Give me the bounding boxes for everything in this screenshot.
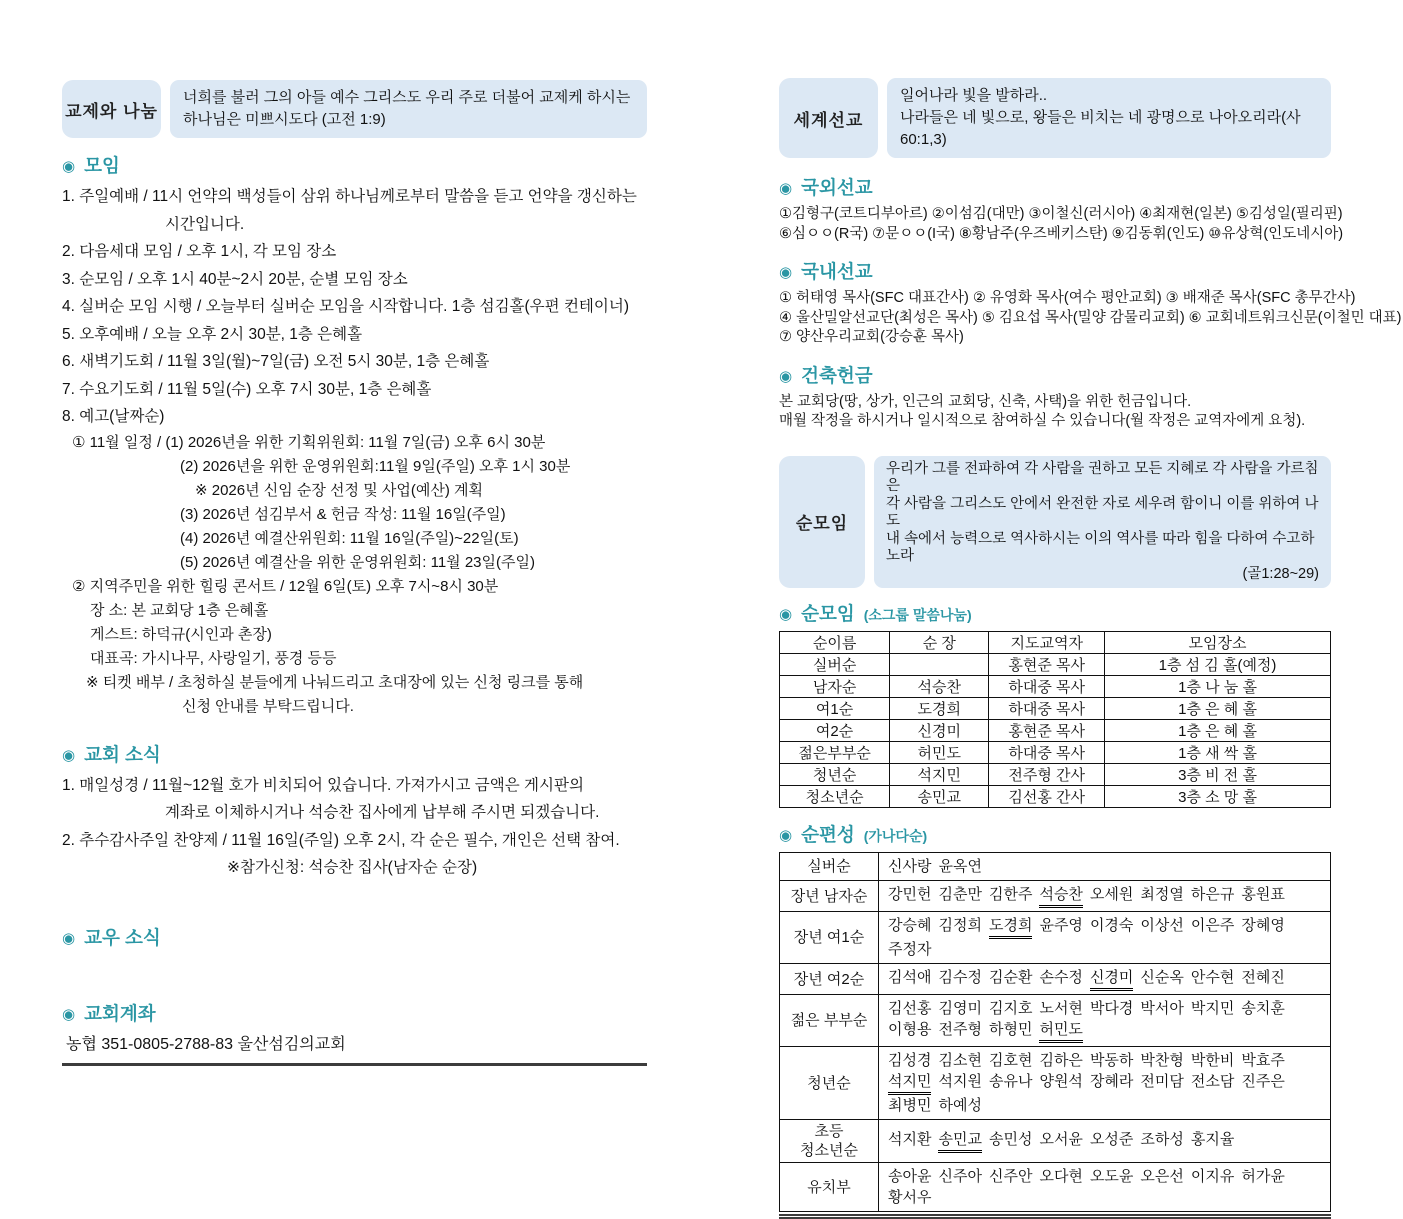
roster-members-cell [879,881,1331,912]
section-title: 국외선교 [801,177,873,198]
section-title: 교회계좌 [84,1002,156,1024]
member-name: 주정자 [888,941,932,958]
table-cell: 1층 은 혜 홀 [1105,720,1331,742]
section-title: 교우 소식 [84,926,161,948]
member-name: 오다현 [1039,1168,1083,1185]
roster-members-cell [879,853,1331,881]
table-cell: 남자순 [780,676,890,698]
member-name: 김정희 [938,917,982,934]
member-name: 김수정 [938,969,982,986]
member-name: 박찬형 [1140,1052,1184,1069]
notice-line: 게스트: 하덕규(시인과 촌장) [90,625,272,643]
roster-row [780,1047,1331,1120]
table-cell: 1층 섬 김 홀(예정) [1105,654,1331,676]
member-name: 박서아 [1140,1000,1184,1017]
notice-line: 대표곡: 가시나무, 사랑일기, 풍경 등등 [90,649,337,667]
building-line: 본 교회당(땅, 상가, 인근의 교회당, 신축, 사택)을 위한 헌금입니다. [779,393,1192,410]
notice-line: 장 소: 본 교회당 1층 은혜홀 [90,601,269,619]
table-cell: 여2순 [780,720,890,742]
table-cell: 신경미 [890,720,989,742]
member-name: 장혜라 [1089,1073,1134,1090]
column-header: 순 장 [890,632,989,654]
section-title: 모임 [84,155,120,176]
world-mission-banner [779,78,1331,158]
verse-reference: (골1:28~29) [1242,565,1319,582]
section-title: 순모임 [801,603,855,624]
meeting-line: 2. 다음세대 모임 / 오후 1시, 각 모임 장소 [62,243,337,260]
member-name: 이상선 [1140,917,1184,934]
verse-line: 나라들은 네 빛으로, 왕들은 비치는 네 광명으로 나아오리라(사60:1,3) [900,109,1301,148]
member-name: 이은주 [1190,917,1235,934]
notice-line: (4) 2026년 예결산위원회: 11월 16일(주일)~22일(토) [180,529,519,547]
fellowship-verse: 너희를 불러 그의 아들 예수 그리스도 우리 주로 더불어 교제케 하시는 하나님은 미쁘시도다 (고전 1:9) [170,80,647,138]
table-cell: 석지민 [890,764,989,786]
member-name: 송민성 [988,1131,1033,1148]
member-name: 장혜영 [1241,917,1285,934]
meeting-line: 6. 새벽기도회 / 11월 3일(월)~7일(금) 오전 5시 30분, 1층 은혜홀 [62,353,490,370]
meeting-line: 시간입니다. [165,215,245,233]
member-name: 윤주영 [1039,917,1083,934]
member-name: 신주아 [938,1168,982,1185]
member-name: 이지유 [1190,1168,1235,1185]
member-name: 박한비 [1190,1052,1235,1069]
section-soon-table-header [779,600,1331,626]
section-bullet-icon: ◉ [779,606,793,623]
table-cell: 3층 소 망 홀 [1105,786,1331,808]
verse-line: 일어나라 빛을 발하라.. [900,87,1048,104]
section-bullet-icon: ◉ [779,827,793,844]
table-row [780,764,1331,786]
roster-group-label: 청년순 [780,1047,879,1120]
roster-group-label: 유치부 [780,1163,879,1212]
domestic-line: ⑦ 양산우리교회(강승훈 목사) [779,329,964,345]
member-name: 최정열 [1140,886,1184,903]
member-name: 하형민 [988,1021,1033,1038]
column-header: 순이름 [780,632,890,654]
member-name: 진주은 [1241,1073,1285,1090]
verse-line: 각 사람을 그리스도 안에서 완전한 자로 세우려 함이니 이를 위하여 나도 [886,495,1319,529]
leader-name: 허민도 [1039,1019,1082,1043]
member-name: 하은규 [1190,886,1235,903]
column-header: 지도교역자 [989,632,1105,654]
roster-row [780,995,1331,1047]
news-line: ※참가신청: 석승찬 집사(남자순 순장) [227,859,478,876]
soon-meeting-verse [874,456,1331,589]
soon-meeting-banner [779,456,1331,589]
domestic-line: ① 허태영 목사(SFC 대표간사) ② 유영화 목사(여수 평안교회) ③ 배재준 목사(SFC 총무간사) [779,290,1356,306]
soon-meeting-badge: 순모임 [779,456,865,589]
overseas-line: ①김형구(코트디부아르) ②이섬김(대만) ③이철신(러시아) ④최재현(일본) ⑤김성일(필리핀) [779,206,1343,222]
table-cell: 홍현준 목사 [989,720,1105,742]
news-line: 계좌로 이체하시거나 석승찬 집사에게 납부해 주시면 되겠습니다. [165,804,600,821]
roster-row [780,853,1331,881]
member-name: 김영미 [938,1000,982,1017]
roster-group-label: 장년 여1순 [780,912,879,964]
table-cell: 여1순 [780,698,890,720]
table-cell: 1층 새 싹 홀 [1105,742,1331,764]
right-column [779,0,1402,1219]
table-cell: 청년순 [780,764,890,786]
section-meeting-header [62,152,647,178]
member-name: 홍지율 [1190,1131,1235,1148]
section-bullet-icon: ◉ [62,1005,76,1023]
member-name: 황서우 [888,1189,932,1206]
column-header: 모임장소 [1105,632,1331,654]
member-name: 신사랑 [888,858,932,875]
news-line: 2. 추수감사주일 찬양제 / 11월 16일(주일) 오후 2시, 각 순은 필수, 개인은 선택 참여. [62,831,620,849]
section-church-news-header [62,741,647,767]
member-name: 조하성 [1140,1131,1184,1148]
meeting-line: 1. 주일예배 / 11시 언약의 백성들이 삼위 하나님께로부터 말씀을 듣고 언약을 갱신하는 [62,188,637,205]
meeting-line: 5. 오후예배 / 오늘 오후 2시 30분, 1층 은혜홀 [62,325,363,343]
leader-name: 신경미 [1090,967,1133,991]
member-name: 오은선 [1140,1168,1184,1185]
section-roster-header [779,821,1331,847]
member-name: 김소현 [938,1052,982,1069]
roster-group-label: 장년 남자순 [780,881,879,912]
table-cell: 홍현준 목사 [989,654,1105,676]
roster-members-cell [879,1163,1331,1212]
overseas-line: ⑥심ㅇㅇ(R국) ⑦문ㅇㅇ(I국) ⑧황남주(우즈베키스탄) ⑨김동휘(인도) ⑩유상혁(인도네시아) [779,225,1344,242]
table-cell [890,654,989,676]
roster-group-label: 초등 청소년순 [780,1120,879,1163]
member-name: 양원석 [1039,1073,1083,1090]
table-cell: 청소년순 [780,786,890,808]
table-cell: 1층 은 혜 홀 [1105,698,1331,720]
member-name: 박지민 [1190,1000,1235,1017]
member-name: 전소담 [1190,1073,1235,1090]
member-name: 오세원 [1089,886,1134,903]
member-name: 석지원 [938,1073,982,1090]
member-name: 박효주 [1241,1052,1285,1069]
domestic-line: ④ 울산밀알선교단(최성은 목사) ⑤ 김요섭 목사(밀양 감물리교회) ⑥ 교회네트워크신문(이철민 대표) [779,309,1402,326]
table-cell: 하대중 목사 [989,676,1105,698]
member-name: 안수현 [1190,969,1235,986]
member-name: 김지호 [988,1000,1033,1017]
left-column [62,0,647,1066]
leader-name: 석승찬 [1039,884,1082,908]
member-name: 송아윤 [888,1168,932,1185]
page-bottom-rule [779,1214,1331,1219]
world-mission-verse [887,78,1331,158]
member-name: 하예성 [938,1097,982,1114]
member-name: 송치훈 [1241,1000,1285,1017]
table-row [780,786,1331,808]
table-cell: 송민교 [890,786,989,808]
verse-line: 우리가 그를 전파하여 각 사람을 권하고 모든 지혜로 각 사람을 가르침은 [886,460,1319,494]
table-cell: 젊은부부순 [780,742,890,764]
section-bullet-icon: ◉ [779,264,793,281]
roster-members-cell [879,912,1331,964]
section-building-header [779,362,1331,388]
roster-members-cell [879,1047,1331,1120]
section-bullet-icon: ◉ [62,746,76,764]
member-name: 박다경 [1089,1000,1134,1017]
fellowship-badge: 교제와 나눔 [62,80,161,138]
section-bullet-icon: ◉ [779,180,793,197]
notice-line: (3) 2026년 섬김부서 & 헌금 작성: 11월 16일(주일) [180,505,506,523]
section-subtitle: (소그룹 말씀나눔) [863,607,972,623]
building-line: 매월 작정을 하시거나 일시적으로 참여하실 수 있습니다(월 작정은 교역자에게 요청). [779,413,1306,429]
member-name: 김한주 [988,886,1033,903]
member-name: 전주형 [938,1021,982,1038]
meeting-line: 3. 순모임 / 오후 1시 40분~2시 20분, 순별 모임 장소 [62,270,408,288]
section-title: 순편성 [801,824,855,845]
notice-line: ② 지역주민을 위한 힐링 콘서트 / 12월 6일(토) 오후 7시~8시 30분 [72,577,499,595]
roster-row [780,1120,1331,1163]
table-row [780,720,1331,742]
section-bullet-icon: ◉ [62,158,76,175]
roster-members-cell [879,1120,1331,1163]
fellowship-banner [62,80,647,138]
table-row [780,676,1331,698]
member-name: 김선홍 [888,1000,932,1017]
roster-table [779,852,1331,1212]
section-bullet-icon: ◉ [62,929,76,947]
roster-row [780,881,1331,912]
member-name: 신순옥 [1140,969,1184,986]
leader-name: 송민교 [938,1129,981,1153]
section-domestic-header [779,258,1331,284]
table-cell: 1층 나 눔 홀 [1105,676,1331,698]
notice-line: (2) 2026년을 위한 운영위원회:11월 9일(주일) 오후 1시 30분 [180,457,571,475]
member-name: 오도윤 [1089,1168,1134,1185]
member-name: 김순환 [988,969,1033,986]
section-bullet-icon: ◉ [779,367,793,385]
roster-group-label: 장년 여2순 [780,964,879,995]
verse-line: 내 속에서 능력으로 역사하시는 이의 역사를 따라 힘을 다하여 수고하노라 [886,530,1315,564]
table-cell: 실버순 [780,654,890,676]
table-header-row [780,632,1331,654]
notice-line: ※ 2026년 신임 순장 선정 및 사업(예산) 계획 [195,481,483,499]
meeting-line: 7. 수요기도회 / 11월 5일(수) 오후 7시 30분, 1층 은혜홀 [62,380,432,398]
member-name: 신주안 [988,1168,1033,1185]
member-name: 윤옥연 [938,858,982,875]
table-cell: 도경희 [890,698,989,720]
roster-group-label: 실버순 [780,853,879,881]
member-name: 김호현 [988,1052,1033,1069]
member-name: 김춘만 [938,886,982,903]
church-account-number: 농협 351-0805-2788-83 울산섬김의교회 [62,1031,647,1066]
member-name: 이경숙 [1089,917,1134,934]
member-name: 홍원표 [1241,886,1285,903]
section-subtitle: (가나다순) [863,828,928,844]
meeting-line: 8. 예고(날짜순) [62,408,165,425]
roster-row [780,912,1331,964]
member-name: 오성준 [1089,1131,1134,1148]
section-title: 건축헌금 [801,364,873,386]
section-member-news-header [62,924,647,950]
table-cell: 3층 비 전 홀 [1105,764,1331,786]
member-name: 강승혜 [888,917,932,934]
section-account-header [62,1000,647,1026]
roster-members-cell [879,995,1331,1047]
member-name: 노서현 [1039,1000,1083,1017]
member-name: 김하은 [1039,1052,1083,1069]
member-name: 송유나 [988,1073,1033,1090]
member-name: 최병민 [888,1097,932,1114]
section-title: 교회 소식 [84,743,161,765]
table-cell: 허민도 [890,742,989,764]
table-row [780,742,1331,764]
section-title: 국내선교 [801,261,873,282]
member-name: 허가윤 [1241,1168,1285,1185]
notice-line: 신청 안내를 부탁드립니다. [182,697,354,715]
member-name: 김성경 [888,1052,932,1069]
member-name: 강민헌 [888,886,932,903]
section-overseas-header [779,174,1331,200]
member-name: 석지환 [888,1131,932,1148]
table-cell: 하대중 목사 [989,698,1105,720]
table-cell: 석승찬 [890,676,989,698]
table-cell: 전주형 간사 [989,764,1105,786]
world-mission-badge: 세계선교 [779,78,878,158]
table-row [780,698,1331,720]
roster-row [780,1163,1331,1212]
member-name: 손수정 [1039,969,1083,986]
table-row [780,654,1331,676]
member-name: 김석애 [888,969,932,986]
news-line: 1. 매일성경 / 11월~12월 호가 비치되어 있습니다. 가져가시고 금액은 게시판의 [62,776,584,794]
member-name: 이형용 [888,1021,932,1038]
roster-group-label: 젊은 부부순 [780,995,879,1047]
member-name: 전미담 [1140,1073,1184,1090]
member-name: 박동하 [1089,1052,1134,1069]
notice-line: ① 11월 일정 / (1) 2026년을 위한 기획위원회: 11월 7일(금) 오후 6시 30분 [72,433,546,451]
notice-line: (5) 2026년 예결산을 위한 운영위원회: 11월 23일(주일) [180,553,535,571]
soon-group-table [779,631,1331,808]
roster-members-cell [879,964,1331,995]
leader-name: 석지민 [888,1071,931,1095]
leader-name: 도경희 [989,915,1032,939]
table-cell: 김선홍 간사 [989,786,1105,808]
roster-row [780,964,1331,995]
member-name: 전혜진 [1241,969,1285,986]
notice-line: ※ 티켓 배부 / 초청하실 분들에게 나눠드리고 초대장에 있는 신청 링크를 통해 [86,673,584,691]
meeting-line: 4. 실버순 모임 시행 / 오늘부터 실버순 모임을 시작합니다. 1층 섬김홀(우편 컨테이너) [62,298,629,315]
member-name: 오서윤 [1039,1131,1083,1148]
table-cell: 하대중 목사 [989,742,1105,764]
